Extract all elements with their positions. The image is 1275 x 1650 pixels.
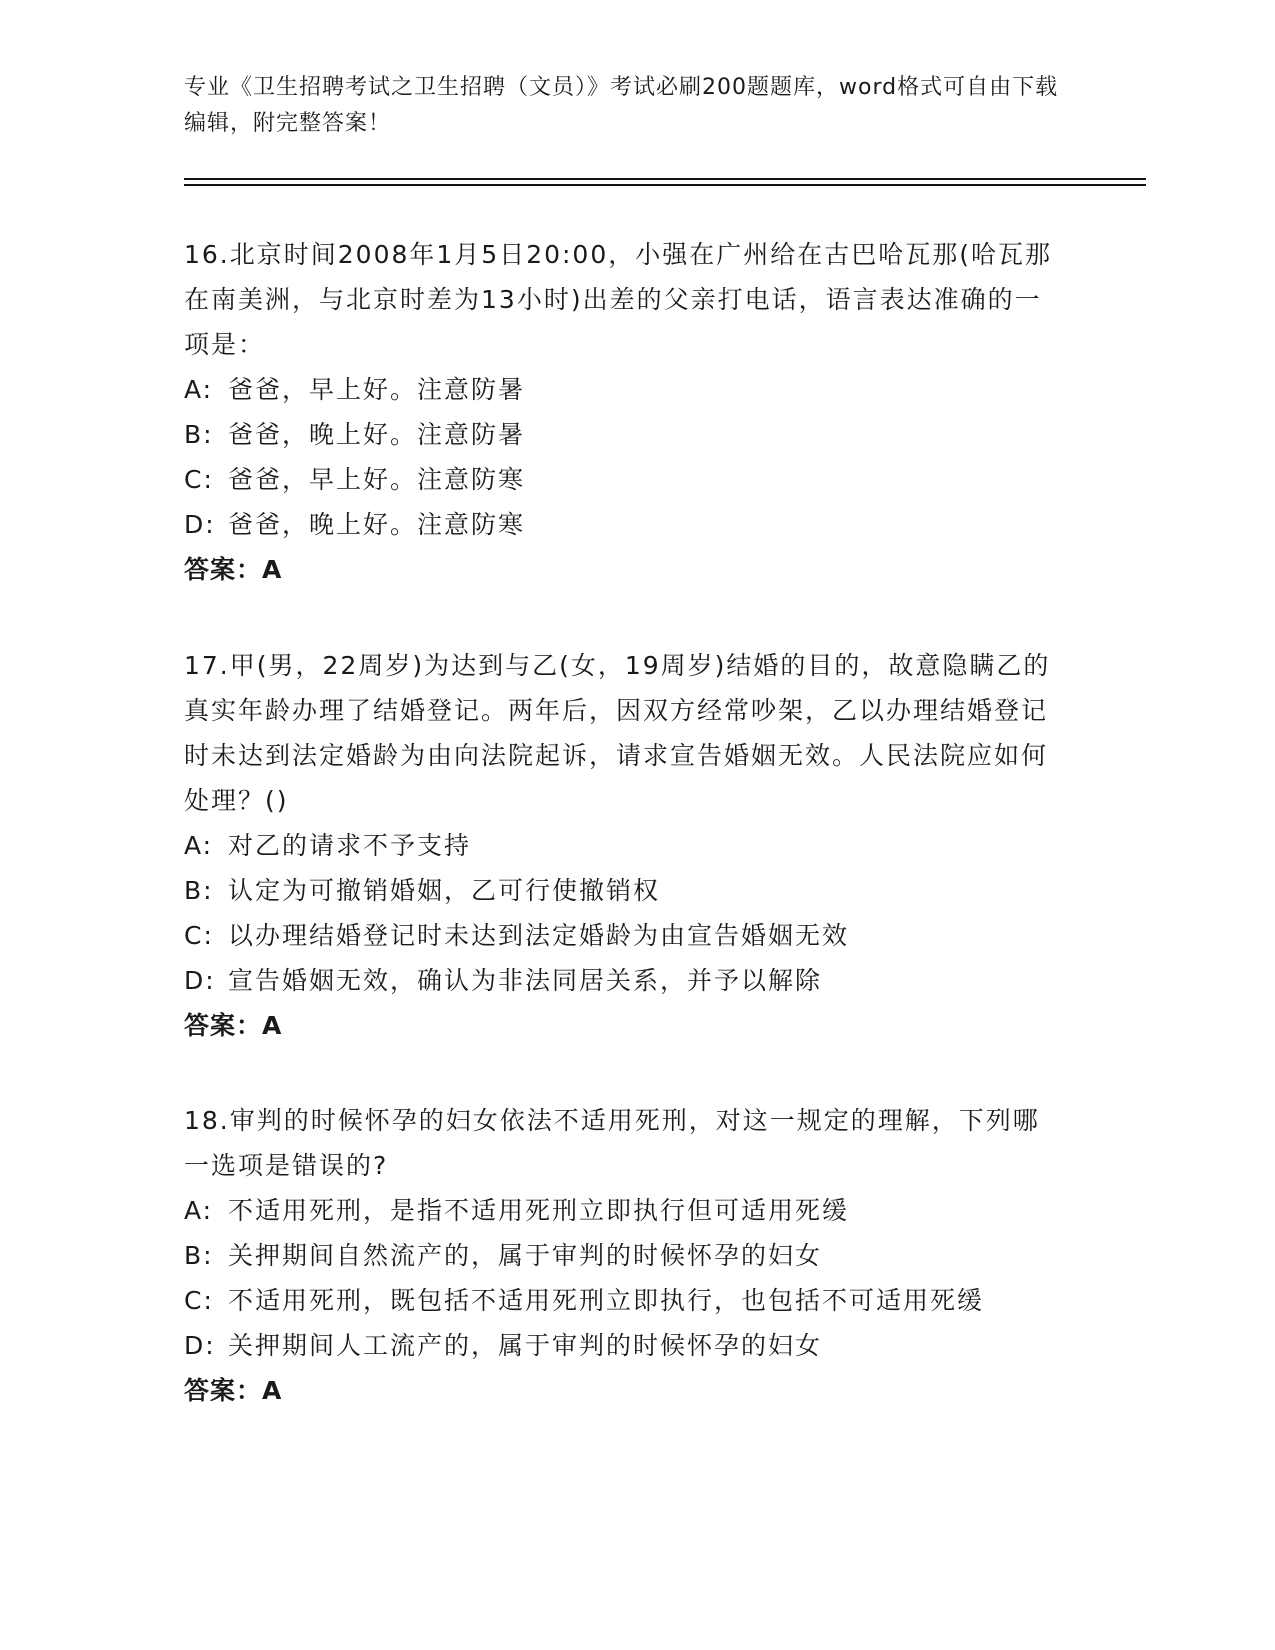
option-key: C:: [184, 1286, 214, 1315]
option-key: C:: [184, 465, 214, 494]
option-c: [184, 1278, 1064, 1323]
option-b: [184, 868, 1064, 913]
option-key: C:: [184, 921, 214, 950]
question-16: [184, 232, 1064, 592]
option-key: A:: [184, 1196, 214, 1225]
option-text: 关押期间自然流产的，属于审判的时候怀孕的妇女: [228, 1241, 823, 1270]
option-c: [184, 913, 1064, 958]
option-b: [184, 1233, 1064, 1278]
option-d: [184, 1323, 1064, 1368]
option-text: 爸爸，晚上好。注意防寒: [228, 510, 526, 539]
question-18: [184, 1098, 1064, 1413]
option-text: 对乙的请求不予支持: [228, 831, 472, 860]
option-text: 爸爸，早上好。注意防寒: [228, 465, 526, 494]
option-key: D:: [184, 510, 216, 539]
option-text: 关押期间人工流产的，属于审判的时候怀孕的妇女: [228, 1331, 823, 1360]
option-text: 认定为可撤销婚姻，乙可行使撤销权: [228, 876, 661, 905]
option-text: 不适用死刑，是指不适用死刑立即执行但可适用死缓: [228, 1196, 850, 1225]
option-text: 不适用死刑，既包括不适用死刑立即执行，也包括不可适用死缓: [228, 1286, 985, 1315]
answer: 答案：A: [184, 555, 283, 584]
option-d: [184, 502, 1064, 547]
header-note: 专业《卫生招聘考试之卫生招聘（文员）》考试必刷200题题库，word格式可自由下载编辑，附完整答案！: [184, 75, 1059, 136]
option-c: [184, 457, 1064, 502]
header-divider-top: [184, 178, 1146, 180]
option-text: 爸爸，早上好。注意防暑: [228, 375, 526, 404]
option-text: 宣告婚姻无效，确认为非法同居关系，并予以解除: [228, 966, 823, 995]
option-key: B:: [184, 876, 214, 905]
option-key: B:: [184, 420, 214, 449]
question-stem: 18.审判的时候怀孕的妇女依法不适用死刑，对这一规定的理解，下列哪一选项是错误的?: [184, 1106, 1040, 1180]
option-a: [184, 1188, 1064, 1233]
question-stem: 17.甲(男，22周岁)为达到与乙(女，19周岁)结婚的目的，故意隐瞒乙的真实年龄办理了结婚登记。两年后，因双方经常吵架，乙以办理结婚登记时未达到法定婚龄为由向法院起诉，请求宣告婚姻无效。人民法院应如何处理？(): [184, 651, 1051, 815]
option-key: D:: [184, 966, 216, 995]
answer: 答案：A: [184, 1376, 283, 1405]
option-key: D:: [184, 1331, 216, 1360]
option-key: A:: [184, 831, 214, 860]
answer: 答案：A: [184, 1011, 283, 1040]
option-text: 爸爸，晚上好。注意防暑: [228, 420, 526, 449]
option-b: [184, 412, 1064, 457]
option-text: 以办理结婚登记时未达到法定婚龄为由宣告婚姻无效: [228, 921, 850, 950]
option-d: [184, 958, 1064, 1003]
option-a: [184, 367, 1064, 412]
option-key: B:: [184, 1241, 214, 1270]
header-divider-bottom: [184, 184, 1146, 186]
question-17: [184, 643, 1064, 1048]
option-a: [184, 823, 1064, 868]
option-key: A:: [184, 375, 214, 404]
question-stem: 16.北京时间2008年1月5日20:00，小强在广州给在古巴哈瓦那(哈瓦那在南美洲，与北京时差为13小时)出差的父亲打电话，语言表达准确的一项是：: [184, 240, 1052, 359]
